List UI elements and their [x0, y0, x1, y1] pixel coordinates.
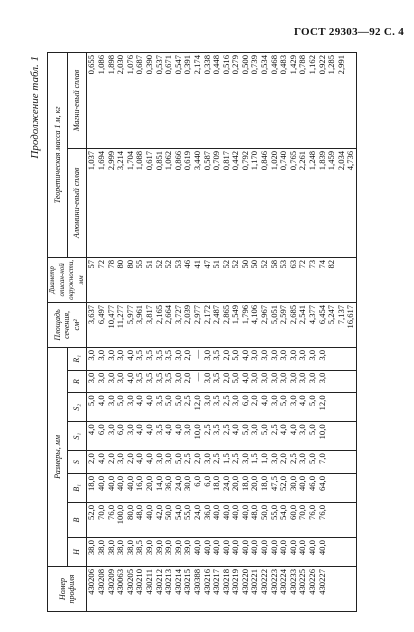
cell-S: 2,0 4,0 2,0 3,0 2,0 4,0 4,0 3,0 3,0 5,0 2,5 2,0 3,0 2,5 1,5 2,5 3,0 1,5 1,0 3,0 2,0 2,5 3,0 5,0 7,0 [87, 451, 357, 474]
col-S1: S₁ [67, 422, 87, 451]
cell-B1: 18,0 40,0 40,0 40,0 40,0 16,0 20,0 14,0 36,0 24,0 30,0 6,0 6,0 18,0 24,0 20,0 18,0 20,0 18,0 47,5 52,0 30,0 40,0 46,0 64,0 [87, 473, 357, 502]
rotated-table-container [29, 52, 389, 612]
col-B: B [67, 502, 87, 537]
cell-R: 3,0 3,0 3,0 3,0 4,0 3,5 3,5 3,5 3,5 3,0 2,0 — 3,0 3,5 2,0 5,0 4,0 3,0 3,0 3,0 3,0 3,0 3,0 3,0 3,0 [87, 370, 357, 393]
cell-diam: 57 72 78 80 80 55 51 52 52 53 46 41 47 51 52 52 50 50 52 58 53 63 72 73 74 82 [87, 257, 357, 302]
cell-mg: 0,655 1,086 1,898 2,030 1,076 0,687 0,390 0,537 0,671 0,547 0,391 2,174 0,338 0,448 0,516 0,279 0,500 0,739 0,534 0,468 0,483 1,429 0,788 1,162 0,922 1,285 2,991 [87, 53, 357, 149]
col-mass: Теоретическая масса 1 м, кг [48, 53, 68, 258]
col-mg: Магни-евый сплав [67, 53, 87, 149]
col-area: Площадь сечения, см² [48, 302, 87, 347]
col-H: H [67, 538, 87, 567]
col-diam: Диаметр описан-ной окружности, мм [48, 257, 87, 302]
col-R1: R₁ [67, 347, 87, 370]
cell-R1: 3,0 3,0 3,0 3,0 4,0 3,5 3,5 3,5 3,5 3,0 2,0 — 3,0 3,5 2,0 5,0 4,0 3,0 3,0 3,0 3,0 3,0 3,0 3,0 3,0 [87, 347, 357, 370]
cell-H: 38,0 38,0 38,0 38,0 38,0 38,5 39,0 39,0 39,0 39,0 39,0 40,0 40,0 40,0 40,0 40,0 40,0 40,0 40,0 40,0 40,0 40,0 40,0 40,0 40,0 [87, 538, 357, 567]
cell-area: 3,637 6,497 10,477 11,277 5,977 3,961 3,817 2,165 2,664 3,727 2,039 2,977 2,172 2,487 2,865 1,549 1,796 4,106 2,967 5,051 2,597 2,685 2,541 4,377 6,454 5,247 7,137 16,617 [87, 302, 357, 347]
col-R: R [67, 370, 87, 393]
col-B1: B₁ [67, 473, 87, 502]
col-dims: Размеры, мм [48, 347, 68, 566]
cell-al: 1,037 1,694 2,999 3,214 1,704 1,088 0,617 0,851 1,062 0,866 0,619 3,440 0,587 0,709 0,817 0,442 0,792 1,170 0,846 1,020 0,740 0,765 2,261 1,248 1,839 1,459 2,034 4,736 [87, 148, 357, 257]
table-row [87, 53, 357, 612]
col-S2: S₂ [67, 393, 87, 422]
continuation-caption: Продолжение табл. 1 [29, 56, 41, 159]
col-al: Алюмини-евый сплав [67, 148, 87, 257]
cell-S1: 4,0 6,0 3,0 6,0 3,0 4,0 4,0 3,5 4,0 4,0 3,0 10,0 2,5 3,5 2,5 4,0 5,0 3,0 5,0 2,5 4,0 4,0 3,0 5,0 10,0 [87, 422, 357, 451]
cell-B: 52,0 70,0 76,0 100,0 80,0 48,0 40,0 42,0 50,0 54,0 55,0 24,0 36,0 40,0 40,0 40,0 40,0 48,0 50,0 55,0 54,0 60,0 70,0 76,0 76,0 [87, 502, 357, 537]
profiles-table [47, 52, 357, 612]
col-S: S [67, 451, 87, 474]
col-profile: Номер профиля [48, 567, 87, 612]
page-header: ГОСТ 29303—92 С. 4 [293, 26, 404, 38]
cell-profile: 430206 430208 430209 430063 430205 430210 430211 430212 430213 430214 430215 430388 430216 430217 430218 430219 430220 430221 430222 430223 430224 430233 430225 430226 430227 [87, 567, 357, 612]
cell-S2: 5,0 4,0 3,0 5,0 3,0 4,0 4,0 3,5 5,0 5,0 2,5 12,0 3,0 3,5 2,5 3,0 6,0 2,0 4,0 3,0 5,0 3,0 4,0 5,0 12,0 [87, 393, 357, 422]
header-row-1 [48, 53, 68, 612]
